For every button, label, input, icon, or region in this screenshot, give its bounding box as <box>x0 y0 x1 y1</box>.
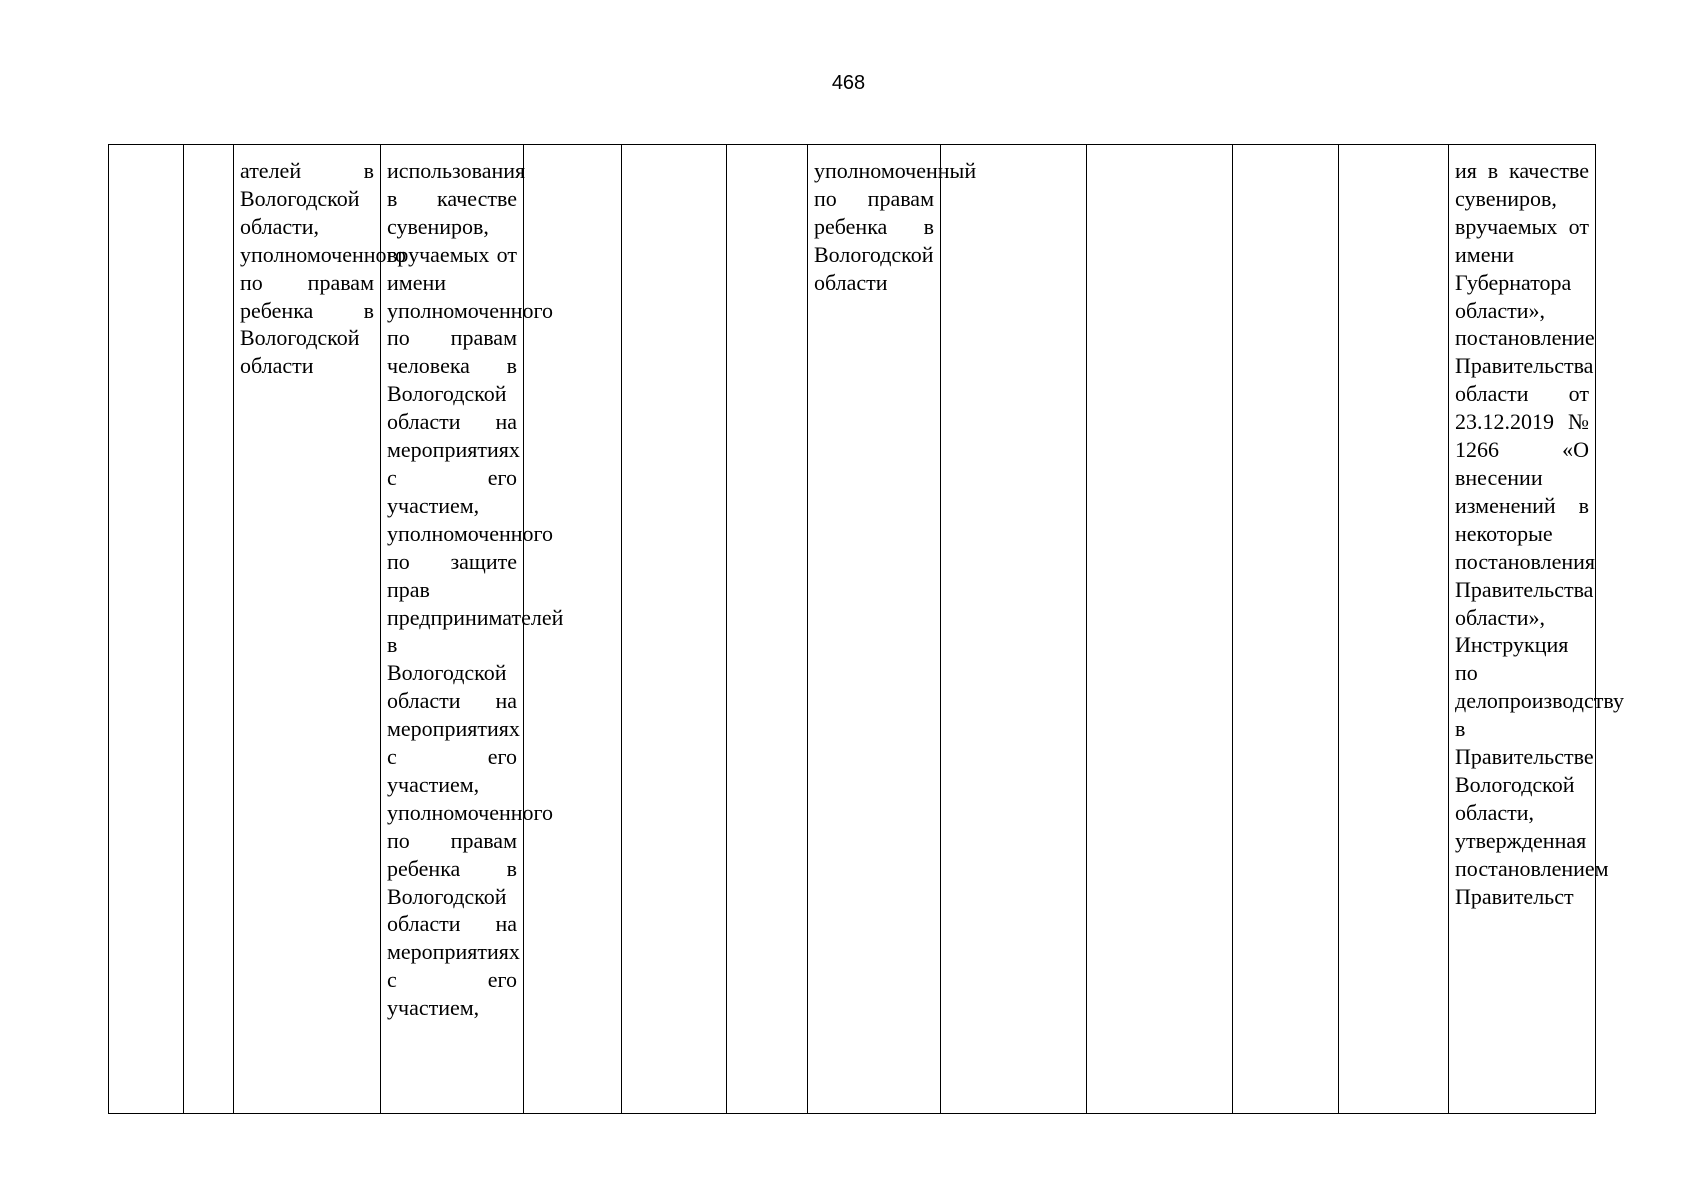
table-cell-4 <box>381 145 564 1114</box>
page-number: 468 <box>831 72 866 94</box>
table-cell-6 <box>622 145 727 1114</box>
table-cell-1 <box>109 145 184 1114</box>
table-row <box>109 145 1596 1114</box>
cell-text-3: ателей в Вологодской области, уполномоченного по правам ребенка в Вологодской области <box>240 158 407 379</box>
table-cell-13 <box>1449 145 1624 1114</box>
table-cell-8 <box>808 145 977 1114</box>
table-cell-10 <box>1087 145 1233 1114</box>
table-cell-7 <box>727 145 808 1114</box>
cell-text-8: уполномоченный по правам ребенка в Вологодской области <box>814 158 977 295</box>
cell-text-13: ия в качестве сувениров, вручаемых от имени Губернатора области», постановление Правительства области от 23.12.2019 № 1266 «О внесении изменений в некоторые постановления Правительства области», Инструкция по делопроизводству в Правительстве Вологодской области, утвержденная постановлением Правительст <box>1455 158 1624 909</box>
table-cell-11 <box>1233 145 1339 1114</box>
table-cell-12 <box>1339 145 1449 1114</box>
data-table <box>108 144 1624 1114</box>
cell-text-4: использования в качестве сувениров, вручаемых от имени уполномоченного по правам человека в Вологодской области на мероприятиях с его участием, уполномоченного по защите прав предпринимателей в Вологодской области на мероприятиях с его участием, уполномоченного по правам ребенка в Вологодской области на мероприятиях с его участием, <box>387 158 564 1021</box>
table-cell-9 <box>941 145 1087 1114</box>
table-cell-3 <box>234 145 407 1114</box>
table-cell-2 <box>184 145 234 1114</box>
